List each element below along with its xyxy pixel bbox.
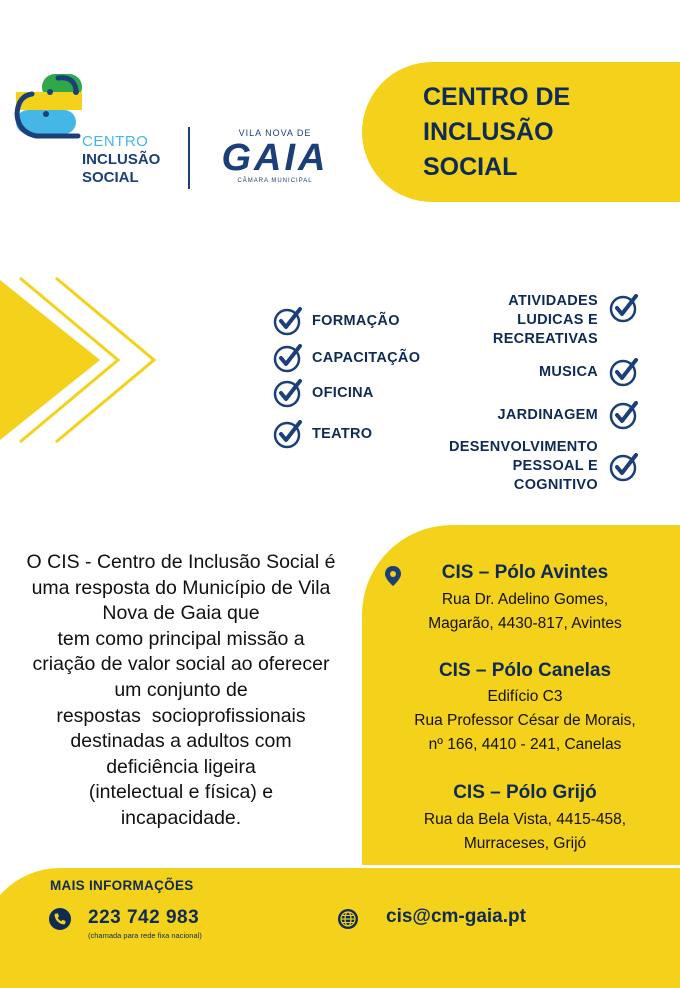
- description-line: criação de valor social ao oferecer: [32, 653, 330, 676]
- location-grijo: [380, 782, 670, 856]
- service-item-musica: [420, 356, 640, 388]
- location-avintes: [380, 562, 670, 636]
- description-line: destinadas a adultos com: [70, 730, 292, 753]
- description-line: incapacidade.: [120, 806, 242, 829]
- location-title: CIS – Pólo Grijó: [453, 782, 597, 803]
- address-line: Rua Dr. Adelino Gomes,: [441, 591, 609, 608]
- location-address: [380, 588, 670, 636]
- service-label-line: COGNITIVO: [513, 477, 598, 493]
- location-title: CIS – Pólo Canelas: [438, 660, 612, 681]
- check-circle-icon: [608, 451, 640, 483]
- gaia-logo-top: VILA NOVA DE: [238, 128, 312, 138]
- service-label: FORMAÇÃO: [312, 313, 400, 329]
- description-line: um conjunto de: [114, 678, 248, 701]
- service-label: [449, 438, 598, 495]
- service-label-line: RECREATIVAS: [492, 331, 598, 347]
- description: [0, 550, 362, 832]
- title-line: CENTRO DE: [423, 83, 571, 111]
- service-label: OFICINA: [312, 385, 374, 401]
- contact-heading: MAIS INFORMAÇÕES: [50, 878, 194, 893]
- address-line: Rua da Bela Vista, 4415-458,: [423, 811, 627, 828]
- service-label: [539, 363, 598, 382]
- service-label-line: MUSICA: [539, 363, 598, 380]
- service-label: [493, 292, 598, 349]
- address-line: nº 166, 4410 - 241, Canelas: [428, 736, 622, 753]
- location-title: CIS – Pólo Avintes: [441, 562, 609, 583]
- logo-line: CENTRO: [82, 133, 149, 150]
- service-item-formacao: [272, 305, 400, 337]
- service-label-line: PESSOAL E: [512, 458, 598, 474]
- service-label-line: ATIVIDADES: [508, 293, 598, 309]
- check-circle-icon: [272, 377, 304, 409]
- description-line: respostas socioprofissionais: [56, 704, 306, 727]
- location-canelas: [380, 660, 670, 757]
- check-circle-icon: [608, 399, 640, 431]
- check-circle-icon: [608, 356, 640, 388]
- check-circle-icon: [608, 292, 640, 324]
- description-line: O CIS - Centro de Inclusão Social é: [26, 551, 336, 573]
- email-link[interactable]: cis@cm-gaia.pt: [386, 906, 526, 927]
- logo-divider: [188, 127, 190, 189]
- location-address: [380, 808, 670, 856]
- logo-line: SOCIAL: [82, 169, 139, 186]
- check-circle-icon: [272, 305, 304, 337]
- phone-note: (chamada para rede fixa nacional): [88, 931, 202, 940]
- service-item-atividades: [420, 292, 640, 349]
- service-label: TEATRO: [312, 426, 373, 442]
- check-circle-icon: [272, 342, 304, 374]
- service-item-jardinagem: [420, 399, 640, 431]
- service-label-line: JARDINAGEM: [497, 406, 598, 423]
- gaia-logo-word: GAIA: [221, 137, 329, 179]
- gaia-logo-bottom: CÂMARA MUNICIPAL: [237, 178, 313, 184]
- description-line: (intelectual e física) e: [88, 781, 274, 804]
- page-title: [423, 80, 663, 185]
- service-label: CAPACITAÇÃO: [312, 350, 421, 366]
- description-line: deficiência ligeira: [106, 755, 256, 778]
- description-line: Nova de Gaia que: [102, 602, 260, 625]
- title-line: INCLUSÃO: [423, 118, 554, 146]
- gaia-logo: [205, 128, 345, 184]
- phone-number[interactable]: 223 742 983: [88, 907, 200, 928]
- location-address: [380, 685, 670, 757]
- description-line: uma resposta do Município de Vila: [31, 576, 331, 599]
- logo-line: INCLUSÃO: [82, 151, 161, 168]
- service-label-line: DESENVOLVIMENTO: [449, 439, 598, 455]
- address-line: Magarão, 4430-817, Avintes: [428, 615, 622, 632]
- address-line: Murraceses, Grijó: [463, 835, 587, 852]
- cis-logo-icon: [12, 72, 92, 152]
- title-line: SOCIAL: [423, 153, 518, 181]
- address-line: Rua Professor César de Morais,: [414, 712, 636, 729]
- globe-icon: [337, 908, 359, 930]
- check-circle-icon: [272, 418, 304, 450]
- phone-icon: [48, 907, 72, 931]
- service-label: [498, 406, 598, 425]
- service-item-oficina: [272, 377, 374, 409]
- address-line: Edifício C3: [487, 688, 563, 705]
- chevron-arrows-decoration: [0, 270, 170, 450]
- service-item-capacitacao: [272, 342, 420, 374]
- service-label-line: LUDICAS E: [517, 312, 598, 328]
- description-line: tem como principal missão a: [57, 627, 305, 650]
- service-item-teatro: [272, 418, 372, 450]
- service-item-desenvolvimento: [400, 438, 640, 495]
- cis-logo-text: [82, 133, 160, 187]
